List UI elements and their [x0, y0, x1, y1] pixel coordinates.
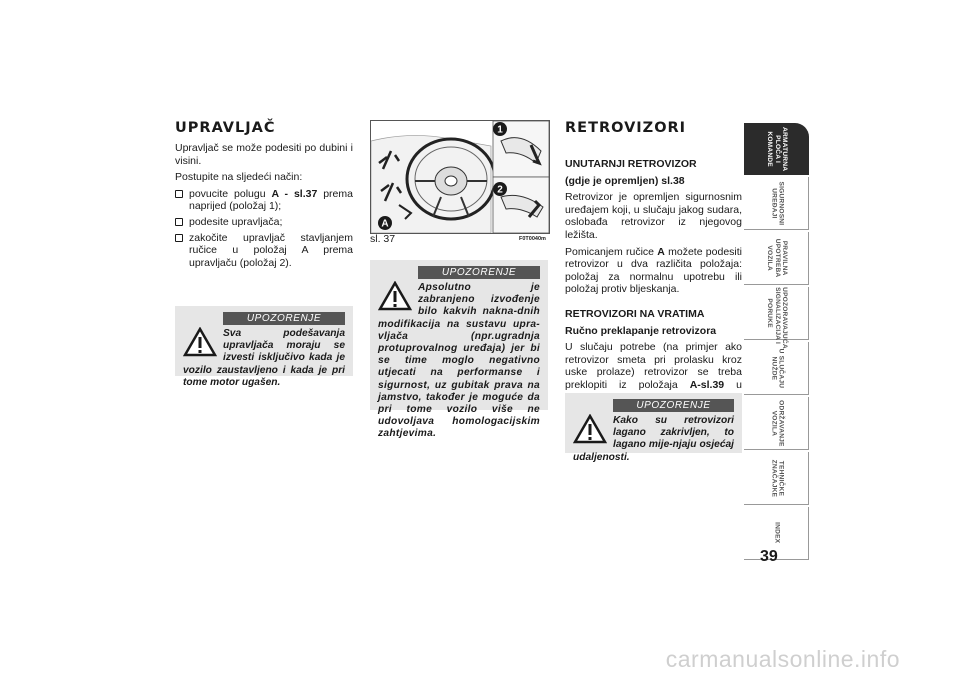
warning-box: [370, 260, 548, 440]
svg-text:2: 2: [497, 184, 503, 196]
svg-text:A: A: [381, 218, 389, 230]
warning-label: UPOZORENJE: [223, 312, 345, 325]
page-number: 39: [760, 548, 778, 565]
figure-caption: sl. 37: [370, 233, 396, 245]
warning-label: UPOZORENJE: [613, 399, 734, 412]
svg-text:1: 1: [497, 124, 503, 136]
subheading: RETROVIZORI NA VRATIMA: [565, 307, 705, 320]
warning-triangle-icon: [183, 327, 217, 357]
subheading: Ručno preklapanje retrovizora: [565, 324, 717, 337]
tab-index[interactable]: INDEX: [744, 507, 809, 560]
section-title: UPRAVLJAČ: [175, 120, 276, 136]
warning-triangle-icon: [573, 414, 607, 444]
subheading: UNUTARNJI RETROVIZOR: [565, 158, 697, 170]
tab-sigurnosni-uredaji[interactable]: SIGURNOSNI UREĐAJI: [744, 177, 809, 230]
warning-label: UPOZORENJE: [418, 266, 540, 279]
checkbox-bullet-icon: [175, 234, 183, 242]
paragraph: Pomicanjem ručice A možete podesiti retrovizor u dva različita položaja: položaj za normalnu upotrebu ili položaj protiv bljeskanja.: [565, 245, 742, 296]
steering-illustration: [371, 121, 549, 233]
list-item: povucite polugu A - sl.37 prema naprijed (položaj 1);: [175, 188, 353, 213]
warning-triangle-icon: [378, 281, 412, 311]
list-item: zakočite upravljač stavljanjem ručice u položaj A prema upravljaču (položaj 2).: [175, 232, 353, 270]
paragraph: Retrovizor je opremljen sigurnosnim uređajem koji, u slučaju jakog sudara, oslobađa retrovizor iz njegovog ležišta.: [565, 191, 742, 241]
tab-u-slucaju-nuzde[interactable]: U SLUČAJU NUŽDE: [744, 342, 809, 395]
mirrors-section: [565, 120, 742, 408]
section-title: RETROVIZORI: [565, 120, 687, 136]
steering-section: [175, 120, 353, 272]
steering-figure: [370, 120, 550, 234]
figure-code: F0T0040m: [519, 236, 546, 242]
list-item: podesite upravljača;: [175, 216, 353, 229]
checkbox-bullet-icon: [175, 190, 183, 198]
watermark: carmanualsonline.info: [665, 646, 900, 672]
steps-list: [175, 188, 353, 270]
chapter-tabs: [744, 123, 809, 562]
warning-text: Apsolutno je zabranjeno izvođenje bilo kakvih nakna-dnih modifikacija na sustavu upra-vljača (npr.ugradnja protuprovalnog uređaja) jer bi se time moglo negativno utjecati na performanse i sigurnost, uz gubitak prava na jamstvo, također je moguće da pri tome vozilo više ne udovoljava homologacijskim zahtjevima.: [378, 282, 540, 440]
tab-odrzavanje-vozila[interactable]: ODRŽAVANJE VOZILA: [744, 397, 809, 450]
tab-upozoravajuca-signalizacija[interactable]: UPOZORAVAJUĆA SIGNALIZACIJA I PORUKE: [744, 287, 809, 340]
subheading: (gdje je opremljen) sl.38: [565, 174, 685, 187]
tab-pravilna-upotreba[interactable]: PRAVILNA UPOTREBA VOZILA: [744, 232, 809, 285]
tab-tehnicke-znacajke[interactable]: TEHNIČKE ZNAČAJKE: [744, 452, 809, 505]
paragraph: Upravljač se može podesiti po dubini i visini.: [175, 142, 353, 167]
warning-text: Sva podešavanja upravljača moraju se izvesti isključivo kada je vozilo zaustavljeno i kada je pri tome motor ugašen.: [183, 328, 345, 388]
paragraph: U slučaju potrebe (na primjer ako retrovizor smeta pri prolasku kroz uske prolaze) retrovizor se treba preklopiti iz položaja A-sl.39 u: [565, 341, 742, 391]
warning-box: [565, 393, 742, 463]
warning-box: [175, 306, 353, 388]
tab-armaturna-ploca[interactable]: ARMATURNA PLOČA I KOMANDE: [744, 123, 809, 175]
warning-text: Kako su retrovizori lagano zakrivljen, to lagano mije-njaju osjećaj udaljenosti.: [573, 415, 734, 463]
checkbox-bullet-icon: [175, 218, 183, 226]
paragraph: Postupite na sljedeći način:: [175, 171, 303, 184]
